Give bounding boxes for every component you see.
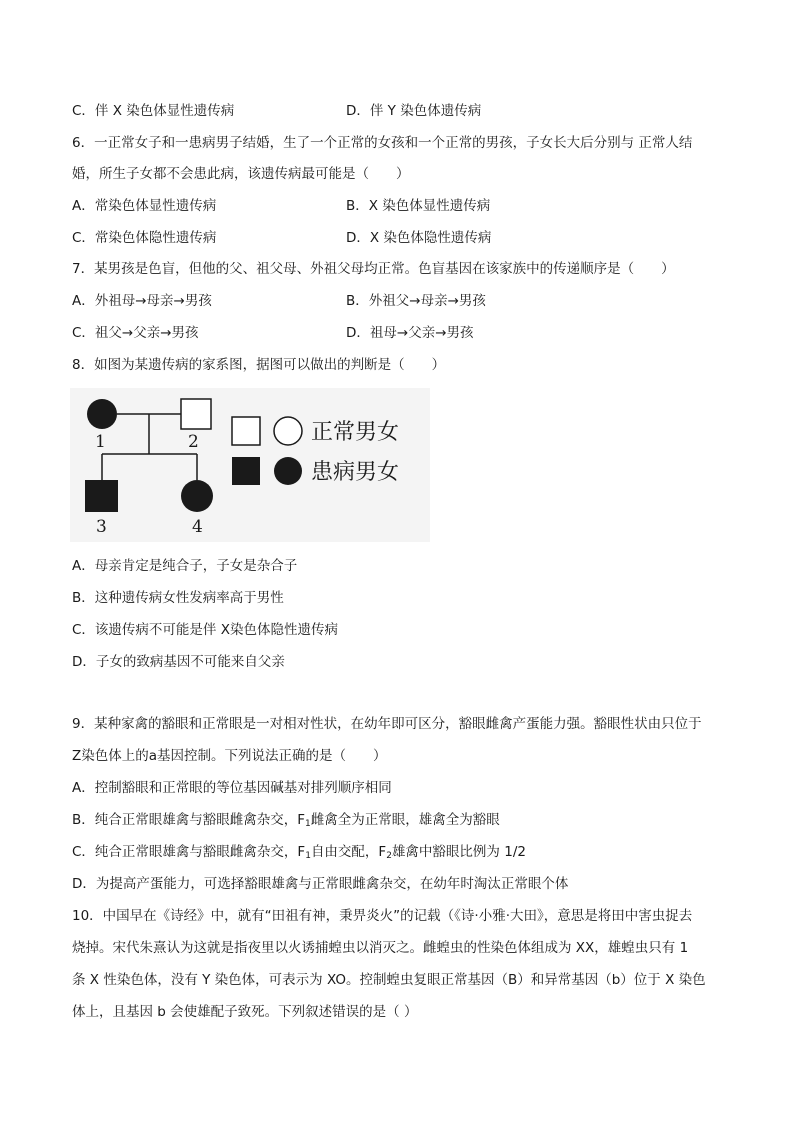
legend-normal-male-icon	[232, 417, 260, 445]
q9-option-c-subscript1: 1	[305, 851, 311, 861]
individual-label-3: 3	[96, 517, 107, 537]
q9-option-c-mid: 自由交配，F	[310, 844, 387, 860]
q9-option-c-text: C．纯合正常眼雄禽与豁眼雌禽杂交，F	[72, 844, 306, 860]
q8-option-d: D．子女的致病基因不可能来自父亲	[72, 654, 285, 670]
q10-stem-line4: 体上，且基因 b 会使雄配子致死。下列叙述错误的是（ ）	[72, 1004, 418, 1020]
legend-affected-label: 患病男女	[311, 460, 400, 485]
q9-option-c	[72, 842, 526, 866]
q6-stem-line2: 婚，所生子女都不会患此病，该遗传病最可能是（ ）	[72, 166, 410, 182]
q9-stem-line1: 9．某种家禽的豁眼和正常眼是一对相对性状，在幼年即可区分，豁眼雌禽产蛋能力强。豁眼性状由只位于	[72, 716, 702, 732]
q7-option-c: C．祖父→父亲→男孩	[72, 325, 199, 341]
legend-affected-female-icon	[274, 457, 302, 485]
q6-option-a: A．常染色体显性遗传病	[72, 198, 217, 214]
individual-label-2: 2	[188, 432, 199, 452]
q6-stem-line1: 6．一正常女子和一患病男子结婚，生了一个正常的女孩和一个正常的男孩，子女长大后分别与 正常人结	[72, 135, 693, 151]
q9-option-b-text: B．纯合正常眼雄禽与豁眼雌禽杂交，F	[72, 812, 306, 828]
q9-option-b	[72, 810, 500, 834]
q6-option-b: B．X 染色体显性遗传病	[346, 198, 491, 214]
q9-option-b-subscript: 1	[305, 819, 311, 829]
q9-option-d: D．为提高产蛋能力，可选择豁眼雄禽与正常眼雌禽杂交，在幼年时淘汰正常眼个体	[72, 876, 569, 892]
q9-option-b-rest: 雌禽全为正常眼，雄禽全为豁眼	[310, 812, 500, 828]
q7-option-b: B．外祖父→母亲→男孩	[346, 293, 486, 309]
q7-option-d: D．祖母→父亲→男孩	[346, 325, 474, 341]
legend-normal-female-icon	[274, 417, 302, 445]
q5-option-d: D．伴 Y 染色体遗传病	[346, 103, 482, 119]
q9-stem-line2: Z染色体上的a基因控制。下列说法正确的是（ ）	[72, 748, 387, 764]
legend-normal-label: 正常男女	[311, 420, 400, 445]
q10-stem-line3: 条 X 性染色体，没有 Y 染色体，可表示为 XO。控制蝗虫复眼正常基因（B）和异常基因（b）位于 X 染色	[72, 972, 706, 988]
individual-label-4: 4	[192, 517, 203, 537]
affected-mother-symbol	[87, 399, 117, 429]
q8-option-c: C．该遗传病不可能是伴 X染色体隐性遗传病	[72, 622, 338, 638]
q6-option-d: D．X 染色体隐性遗传病	[346, 230, 492, 246]
q7-stem: 7．某男孩是色盲，但他的父、祖父母、外祖父母均正常。色盲基因在该家族中的传递顺序是（ ）	[72, 261, 675, 277]
q8-stem: 8．如图为某遗传病的家系图，据图可以做出的判断是（ ）	[72, 357, 446, 373]
q10-stem-line2: 烧掉。宋代朱熹认为这就是指夜里以火诱捕蝗虫以消灭之。雌蝗虫的性染色体组成为 XX，雄蝗虫只有 1	[72, 940, 689, 956]
q10-stem-line1: 10．中国早在《诗经》中，就有“田祖有神，秉畀炎火”的记载（《诗·小雅·大田》，意思是将田中害虫捉去	[72, 908, 693, 924]
q9-option-c-rest: 雄禽中豁眼比例为 1/2	[391, 844, 526, 860]
q7-option-a: A．外祖母→母亲→男孩	[72, 293, 212, 309]
q6-option-c: C．常染色体隐性遗传病	[72, 230, 217, 246]
pedigree-figure	[70, 388, 430, 542]
normal-father-symbol	[181, 399, 211, 429]
q9-option-c-subscript2: 2	[386, 851, 392, 861]
q8-option-b: B．这种遗传病女性发病率高于男性	[72, 590, 284, 606]
q9-option-a: A．控制豁眼和正常眼的等位基因碱基对排列顺序相同	[72, 780, 392, 796]
affected-daughter-symbol	[181, 480, 213, 512]
individual-label-1: 1	[95, 432, 106, 452]
q8-option-a: A．母亲肯定是纯合子，子女是杂合子	[72, 558, 298, 574]
q5-option-c: C．伴 X 染色体显性遗传病	[72, 103, 235, 119]
legend-affected-male-icon	[232, 457, 260, 485]
affected-son-symbol	[85, 480, 118, 512]
